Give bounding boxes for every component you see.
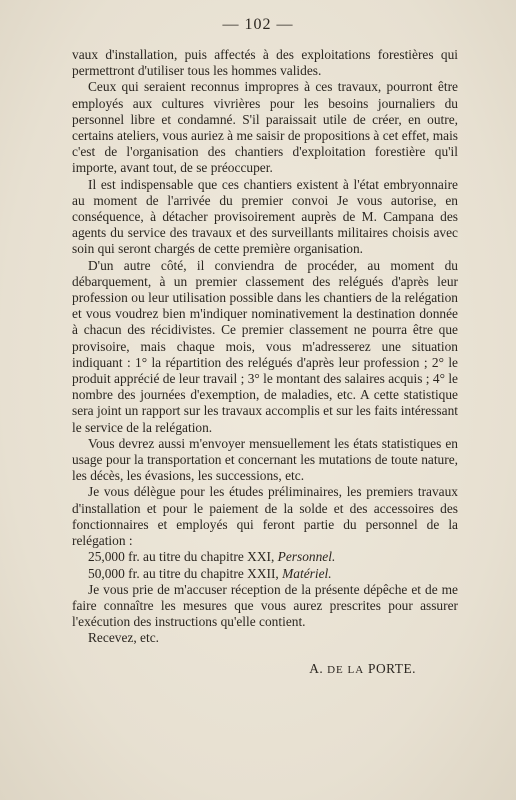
budget-line [72,566,458,582]
signature-surname: PORTE. [368,660,416,676]
paragraph: Ceux qui seraient reconnus impropres à ces travaux, pourront être employés aux cultures vivrières pour les besoins journaliers du personnel libre et condamné. S'il paraissait utile de créer, en outre, certains ateliers, vous auriez à me saisir de propositions à cet effet, mais c'est de l'organisation des chantiers d'exploitation forestière qu'il importe, avant tout, de se préoccuper. [72,79,458,176]
budget-line-text: 25,000 fr. au titre du chapitre XXI, [88,549,275,565]
paragraph-continuation: vaux d'installation, puis affectés à des exploitations forestières qui permettront d'utiliser tous les hommes valides. [72,47,458,79]
page-number: — 102 — [222,16,294,33]
budget-line [72,549,458,565]
paragraph: Je vous délègue pour les études préliminaires, les premiers travaux d'installation et pour le paiement de la solde et des accessoires des fonctionnaires et employés qui feront partie du personnel de la relégation : [72,484,458,549]
budget-line-text: 50,000 fr. au titre du chapitre XXII, [88,565,279,581]
signature-initial: A. [309,660,324,676]
budget-line-category: Matériel. [282,565,332,581]
closing-formula: Recevez, etc. [88,630,159,646]
paragraph: Je vous prie de m'accuser réception de la présente dépêche et de me faire connaître les mesures que vous aurez prescrites pour assurer l'exécution des instructions qu'elle contient. [72,581,458,630]
paragraph: Vous devrez aussi m'envoyer mensuellement les états statistiques en usage pour la transportation et concernant les mutations de toute nature, les décès, les évasions, les successions, etc. [72,435,458,484]
paragraph: Il est indispensable que ces chantiers existent à l'état embryonnaire au moment de l'arrivée du premier convoi Je vous autorise, en conséquence, à détacher provisoirement auprès de M. Campana des agents du service des travaux et des surveillants militaires choisis avec soin qui seront chargés de cette première organisation. [72,176,458,257]
letter-body [72,47,458,678]
paragraph: D'un autre côté, il conviendra de procéder, au moment du débarquement, à un premier classement des relégués d'après leur profession ou leur utilisation possible dans les chantiers de la relégation et vous voudrez bien m'indiquer nominativement la destination donnée à chacun des récidivistes. Ce premier classement ne pourra être que provisoire, mais chaque mois, vous m'adresserez une situation indiquant : 1° la répartition des relégués d'après leur profession ; 2° le produit apprécié de leur travail ; 3° le montant des salaires acquis ; 4° le nombre des journées d'exemption, de maladies, etc. A cette statistique sera joint un rapport sur les travaux accomplis et sur les faits intéressant le service de la relégation. [72,257,458,435]
signature-particle: DE LA [327,663,365,676]
signature [72,661,458,678]
budget-line-category: Personnel. [277,549,336,565]
